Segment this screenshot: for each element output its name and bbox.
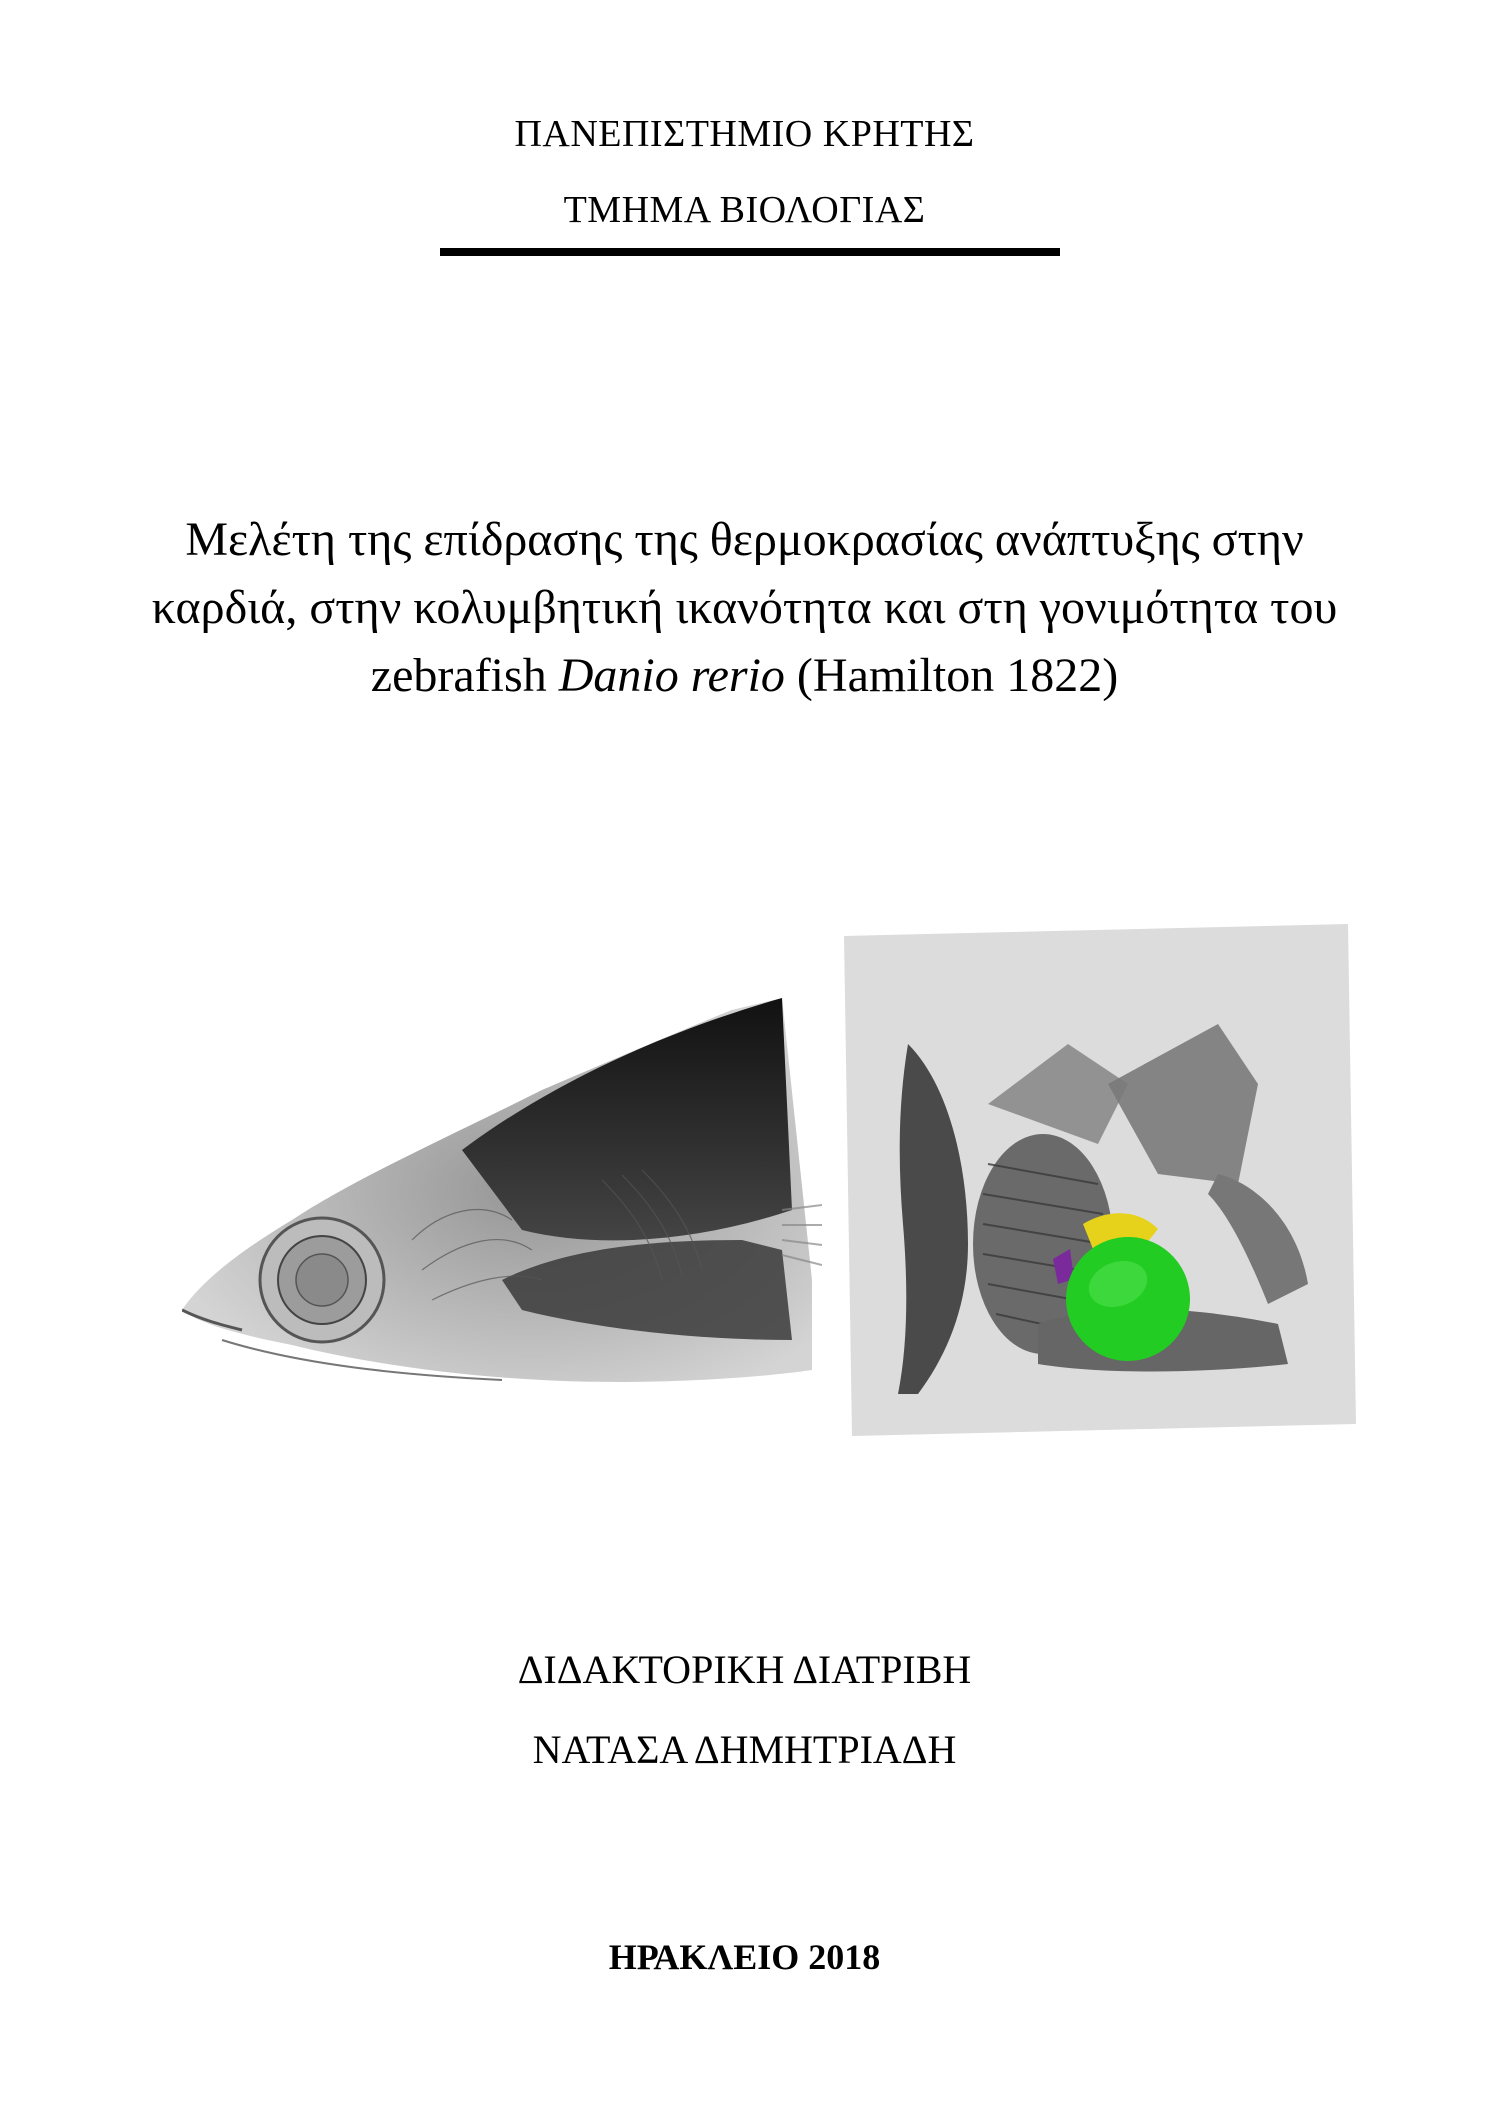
title-line-3-suffix: (Hamilton 1822): [784, 649, 1119, 702]
header-divider: [440, 248, 1060, 256]
species-name: Danio rerio: [558, 649, 785, 702]
author-name: ΝΑΤΑΣΑ ΔΗΜΗΤΡΙΑΔΗ: [532, 1727, 957, 1772]
3d-heart-reconstruction-icon: [838, 924, 1358, 1444]
place-year: ΗΡΑΚΛΕΙΟ 2018: [608, 1937, 881, 1977]
university-name: ΠΑΝΕΠΙΣΤΗΜΙΟ ΚΡΗΤΗΣ: [514, 113, 975, 155]
department-name: ΤΜΗΜΑ ΒΙΟΛΟΓΙΑΣ: [563, 189, 926, 231]
xray-fish-head-icon: [182, 980, 822, 1400]
title-line-3: [0, 644, 1489, 708]
title-line-2: καρδιά, στην κολυμβητική ικανότητα και στη γονιμότητα του: [151, 581, 1338, 634]
title-line-1: Μελέτη της επίδρασης της θερμοκρασίας ανάπτυξης στην: [185, 513, 1304, 566]
thesis-type: ΔΙΔΑΚΤΟΡΙΚΗ ΔΙΑΤΡΙΒΗ: [517, 1647, 972, 1692]
title-line-3-prefix: zebrafish: [370, 649, 559, 702]
